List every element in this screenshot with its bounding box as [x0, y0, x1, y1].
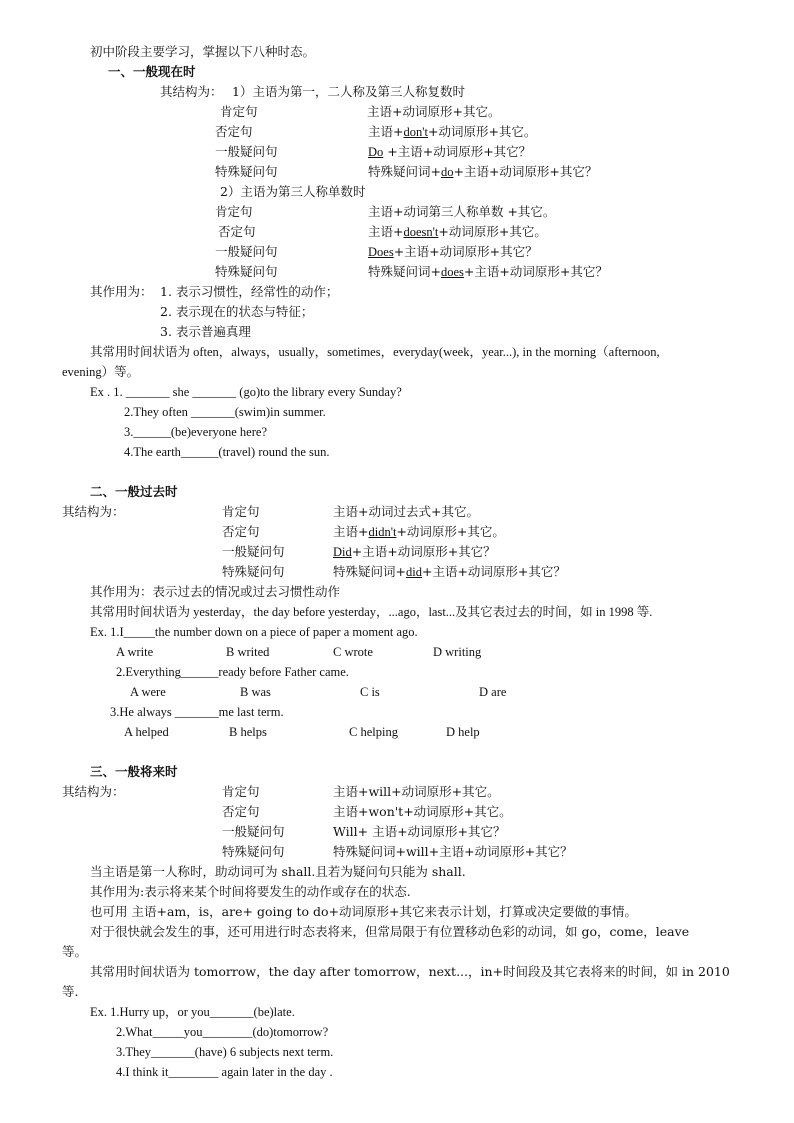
section-3-heading: 三、一般将来时 — [90, 764, 178, 779]
s2-question-3: 3.He always _______me last term. — [110, 705, 284, 719]
s1-row4-type: 特殊疑问句 — [215, 164, 278, 179]
s2-row4-form: 特殊疑问词+did+主语+动词原形+其它？ — [333, 564, 566, 579]
s3-paragraph-5-line1: 其常用时间状语为 tomorrow，the day after tomorrow，next...，in+时间段及其它表将来的时间，如 in 2010 — [90, 964, 730, 979]
s3-row4-type: 特殊疑问句 — [222, 844, 285, 859]
s3-paragraph-2: 其作用为:表示将来某个时间将要发生的动作或存在的状态. — [90, 884, 411, 899]
s1-row2-form: 主语+don't+动词原形+其它。 — [368, 124, 537, 139]
s3-exercise-1: Ex. 1.Hurry up，or you_______(be)late. — [90, 1005, 295, 1019]
s2-q1-option-c: C wrote — [333, 645, 373, 659]
s1-exercise-1: Ex . 1. _______ she _______ (go)to the library every Sunday? — [90, 385, 402, 399]
s3-paragraph-5-line2: 等. — [62, 984, 79, 999]
s2-q1-option-a: A write — [116, 645, 154, 659]
s1-adverbials-line2: evening）等。 — [62, 365, 140, 379]
s3-row2-type: 否定句 — [222, 804, 260, 819]
s2-q3-option-a: A helped — [124, 725, 169, 739]
s2-q2-option-d: D are — [479, 685, 507, 699]
s1-row1-form: 主语+动词原形+其它。 — [367, 104, 501, 119]
s2-row3-type: 一般疑问句 — [222, 544, 285, 559]
s1-row3-form: Do +主语+动词原形+其它？ — [368, 144, 532, 159]
s1-struct-label: 其结构为： — [160, 84, 223, 99]
s1-exercise-2: 2.They often _______(swim)in summer. — [124, 405, 326, 419]
s1-use-3: 3. 表示普遍真理 — [160, 324, 251, 339]
s2-q3-option-c: C helping — [349, 725, 398, 739]
s2-row2-type: 否定句 — [222, 524, 260, 539]
s2-q2-option-b: B was — [240, 685, 271, 699]
s3-row1-form: 主语+will+动词原形+其它。 — [333, 784, 500, 799]
s3-paragraph-3: 也可用 主语+am，is，are+ going to do+动词原形+其它来表示计划，打算或决定要做的事情。 — [90, 904, 637, 919]
s2-row1-type: 肯定句 — [222, 504, 260, 519]
s3-paragraph-4-line1: 对于很快就会发生的事，还可用进行时态表将来，但常局限于有位置移动色彩的动词，如 go，come，leave — [90, 924, 690, 939]
s1-row5-form: 主语+动词第三人称单数 +其它。 — [368, 204, 556, 219]
s1-use-2: 2. 表示现在的状态与特征； — [160, 304, 314, 319]
s2-q2-option-c: C is — [360, 685, 380, 699]
s1-row6-type: 否定句 — [218, 224, 256, 239]
s2-struct-label: 其结构为： — [62, 504, 125, 519]
s3-row2-form: 主语+won't+动词原形+其它。 — [333, 804, 512, 819]
s3-exercise-2: 2.What_____you________(do)tomorrow? — [116, 1025, 329, 1039]
s1-row7-form: Does+主语+动词原形+其它？ — [368, 244, 538, 259]
s1-exercise-4: 4.The earth______(travel) round the sun. — [124, 445, 330, 459]
s3-paragraph-4-line2: 等。 — [62, 944, 88, 959]
s3-paragraph-1: 当主语是第一人称时，助动词可为 shall.且若为疑问句只能为 shall. — [90, 864, 466, 879]
s3-struct-label: 其结构为： — [62, 784, 125, 799]
s1-exercise-3: 3.______(be)everyone here? — [124, 425, 267, 439]
section-2-heading: 二、一般过去时 — [90, 484, 178, 499]
s2-q2-option-a: A were — [130, 685, 166, 699]
s1-row4-form: 特殊疑问词+do+主语+动词原形+其它？ — [368, 164, 598, 179]
s2-row4-type: 特殊疑问句 — [222, 564, 285, 579]
s3-row4-form: 特殊疑问词+will+主语+动词原形+其它？ — [333, 844, 573, 859]
s2-row3-form: Did+主语+动词原形+其它？ — [333, 544, 496, 559]
s2-q1-option-b: B writed — [226, 645, 270, 659]
s1-row3-type: 一般疑问句 — [215, 144, 278, 159]
s1-row6-form: 主语+doesn't+动词原形+其它。 — [368, 224, 547, 239]
s2-row1-form: 主语+动词过去式+其它。 — [333, 504, 479, 519]
s1-row5-type: 肯定句 — [215, 204, 253, 219]
s2-row2-form: 主语+didn't+动词原形+其它。 — [333, 524, 505, 539]
intro-line: 初中阶段主要学习，掌握以下八种时态。 — [90, 44, 316, 59]
section-1-heading: 一、一般现在时 — [108, 64, 196, 79]
s1-row7-type: 一般疑问句 — [215, 244, 278, 259]
s1-adverbials-line1: 其常用时间状语为 often，always，usually，sometimes，everyday(week，year...), in the morning（afternoon, — [90, 345, 660, 359]
s3-row1-type: 肯定句 — [222, 784, 260, 799]
s1-use-label: 其作用为： — [90, 284, 153, 299]
s3-row3-form: Will+ 主语+动词原形+其它？ — [333, 824, 506, 839]
s1-row8-type: 特殊疑问句 — [215, 264, 278, 279]
s2-question-1: Ex. 1.I_____the number down on a piece of paper a moment ago. — [90, 625, 418, 639]
s1-use-1: 1. 表示习惯性，经常性的动作； — [160, 284, 339, 299]
s1-row2-type: 否定句 — [215, 124, 253, 139]
s2-q3-option-b: B helps — [229, 725, 267, 739]
s1-case-1: 1）主语为第一，二人称及第三人称复数时 — [232, 84, 465, 99]
s3-row3-type: 一般疑问句 — [222, 824, 285, 839]
s2-q3-option-d: D help — [446, 725, 480, 739]
s2-question-2: 2.Everything______ready before Father came. — [116, 665, 349, 679]
s2-q1-option-d: D writing — [433, 645, 482, 659]
s1-case-2: 2）主语为第三人称单数时 — [220, 184, 366, 199]
s1-row1-type: 肯定句 — [220, 104, 258, 119]
s2-adverbials: 其常用时间状语为 yesterday，the day before yesterday，...ago，last...及其它表过去的时间，如 in 1998 等. — [90, 605, 653, 619]
s3-exercise-4: 4.I think it________ again later in the day . — [116, 1065, 333, 1079]
s1-row8-form: 特殊疑问词+does+主语+动词原形+其它？ — [368, 264, 608, 279]
s2-use: 其作用为：表示过去的情况或过去习惯性动作 — [90, 584, 341, 599]
s3-exercise-3: 3.They_______(have) 6 subjects next term. — [116, 1045, 334, 1059]
